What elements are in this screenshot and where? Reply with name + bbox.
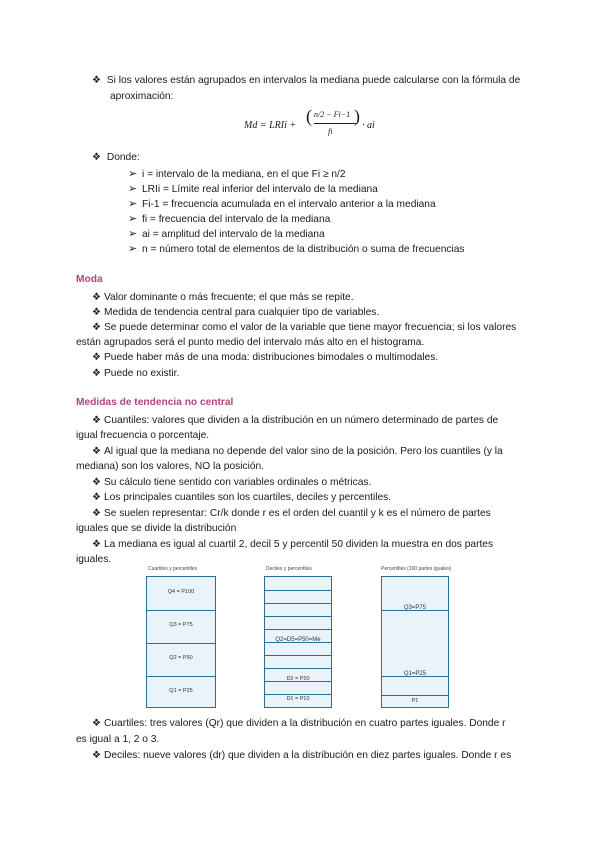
arrow-bullet-icon: ➢ [128,168,138,180]
diagram-label: P1 [411,698,419,704]
bottom-line: es igual a 1, 2 o 3. [76,734,160,745]
diagram-divider [147,610,215,611]
nocentral-line: ❖ Se suelen representar: Cr/k donde r es el orden del cuantil y k es el número de partes [92,506,491,522]
diamond-bullet-icon: ❖ [92,152,101,163]
nocentral-line: ❖ Cuantiles: valores que dividen a la distribución en un número determinado de partes de [92,413,498,429]
diagram-divider [265,655,331,656]
intro-line-1: ❖ Si los valores están agrupados en intervalos la mediana puede calcularse con la fórmula de [92,73,520,89]
formula-denominator: fi [328,127,333,136]
percentiles-diagram [381,566,451,708]
donde-item: ➢ Fi-1 = frecuencia acumulada en el intervalo anterior a la mediana [128,198,436,210]
formula-lhs: Md = LRIi + [244,120,297,131]
arrow-bullet-icon: ➢ [128,228,138,240]
diamond-bullet-icon: ❖ [92,307,101,318]
formula-numerator: n/2 − Fi−1 [314,110,351,119]
donde-item: ➢ LRIi = Límite real inferior del intervalo de la mediana [128,183,378,195]
diagram-label: Q2 = P50 [169,655,193,661]
diagram-divider [265,603,331,604]
diamond-bullet-icon: ❖ [92,368,101,379]
diagram-divider [382,695,448,696]
nocentral-line: iguales que se divide la distribución [76,523,237,534]
diagram-divider [147,643,215,644]
diamond-bullet-icon: ❖ [92,75,101,86]
diagram-label: Q1 = P25 [169,688,193,694]
nocentral-line: igual frecuencia o porcentaje. [76,430,210,441]
nocentral-line: mediana) son los valores, NO la posición. [76,461,264,472]
intro-line-2: aproximación: [110,91,174,102]
moda-item: ❖ Medida de tendencia central para cualquier tipo de variables. [92,305,379,321]
left-paren: ( [306,106,312,126]
diagram-divider [147,676,215,677]
right-paren: ) [354,106,360,126]
diamond-bullet-icon: ❖ [92,539,101,550]
formula-tail: · ai [362,120,375,131]
diagram-label: Q4 = P100 [167,589,195,595]
moda-item: ❖ Puede no existir. [92,366,179,382]
moda-item: ❖ Valor dominante o más frecuente; el que más se repite. [92,290,354,306]
diagram-box [264,576,332,708]
donde-item: ➢ i = intervalo de la mediana, en el que Fi ≥ n/2 [128,168,346,180]
arrow-bullet-icon: ➢ [128,198,138,210]
nocentral-line: ❖ Al igual que la mediana no depende del valor sino de la posición. Pero los cuantiles (y la [92,444,503,460]
diagram-divider [265,629,331,630]
diamond-bullet-icon: ❖ [92,508,101,519]
moda-item: ❖ Se puede determinar como el valor de la variable que tiene mayor frecuencia; si los valores [92,320,516,336]
donde-item: ➢ fi = frecuencia del intervalo de la mediana [128,213,331,225]
diagram-divider [265,668,331,669]
diamond-bullet-icon: ❖ [92,322,101,333]
nocentral-line: ❖ Los principales cuantiles son los cuartiles, deciles y percentiles. [92,490,391,506]
bottom-line: ❖ Deciles: nueve valores (dr) que dividen a la distribución en diez partes iguales. Donde r es [92,748,511,764]
median-formula [244,106,375,144]
diamond-bullet-icon: ❖ [92,446,101,457]
diamond-bullet-icon: ❖ [92,292,101,303]
moda-heading: Moda [76,274,103,285]
donde-item: ➢ n = número total de elementos de la distribución o suma de frecuencias [128,243,465,255]
moda-item: ❖ Puede haber más de una moda: distribuciones bimodales o multimodales. [92,350,438,366]
diagram-box [381,576,449,708]
nocentral-heading: Medidas de tendencia no central [76,397,234,408]
diagram-label: Q2=D5=P50=Me [275,637,321,643]
diamond-bullet-icon: ❖ [92,750,101,761]
quartiles-diagram [146,566,216,708]
diamond-bullet-icon: ❖ [92,477,101,488]
diagram-divider [265,694,331,695]
moda-item-continued: están agrupados será el punto medio del intervalo más alto en el histograma. [76,337,425,348]
arrow-bullet-icon: ➢ [128,213,138,225]
arrow-bullet-icon: ➢ [128,183,138,195]
diagram-box [146,576,216,708]
diagram-divider [265,616,331,617]
bottom-line: ❖ Cuartiles: tres valores (Qr) que dividen a la distribución en cuatro partes iguales. Donde r [92,716,505,732]
diamond-bullet-icon: ❖ [92,718,101,729]
deciles-diagram [264,566,334,708]
diagram-label: D1 = P10 [286,696,310,702]
donde-item: ➢ ai = amplitud del intervalo de la mediana [128,228,325,240]
nocentral-line: iguales. [76,554,112,565]
nocentral-line: ❖ Su cálculo tiene sentido con variables ordinales o métricas. [92,475,371,491]
nocentral-line: ❖ La mediana es igual al cuartil 2, decil 5 y percentil 50 dividen la muestra en dos partes [92,537,493,553]
diamond-bullet-icon: ❖ [92,415,101,426]
diagram-title: Percentiles (100 partes iguales) [381,566,452,572]
diamond-bullet-icon: ❖ [92,492,101,503]
arrow-bullet-icon: ➢ [128,243,138,255]
diagram-label: D2 = P20 [286,676,310,682]
donde-label: ❖ Donde: [92,150,140,166]
fraction-bar [314,123,356,124]
diagram-title: Cuartiles y percentiles [148,566,198,572]
diamond-bullet-icon: ❖ [92,352,101,363]
diagram-divider [265,590,331,591]
diagram-label: Q3=P75 [403,605,427,611]
diagram-label: Q1=P25 [403,671,427,677]
diagram-title: Deciles y percentiles [266,566,312,572]
diagram-label: Q3 = P75 [169,622,193,628]
